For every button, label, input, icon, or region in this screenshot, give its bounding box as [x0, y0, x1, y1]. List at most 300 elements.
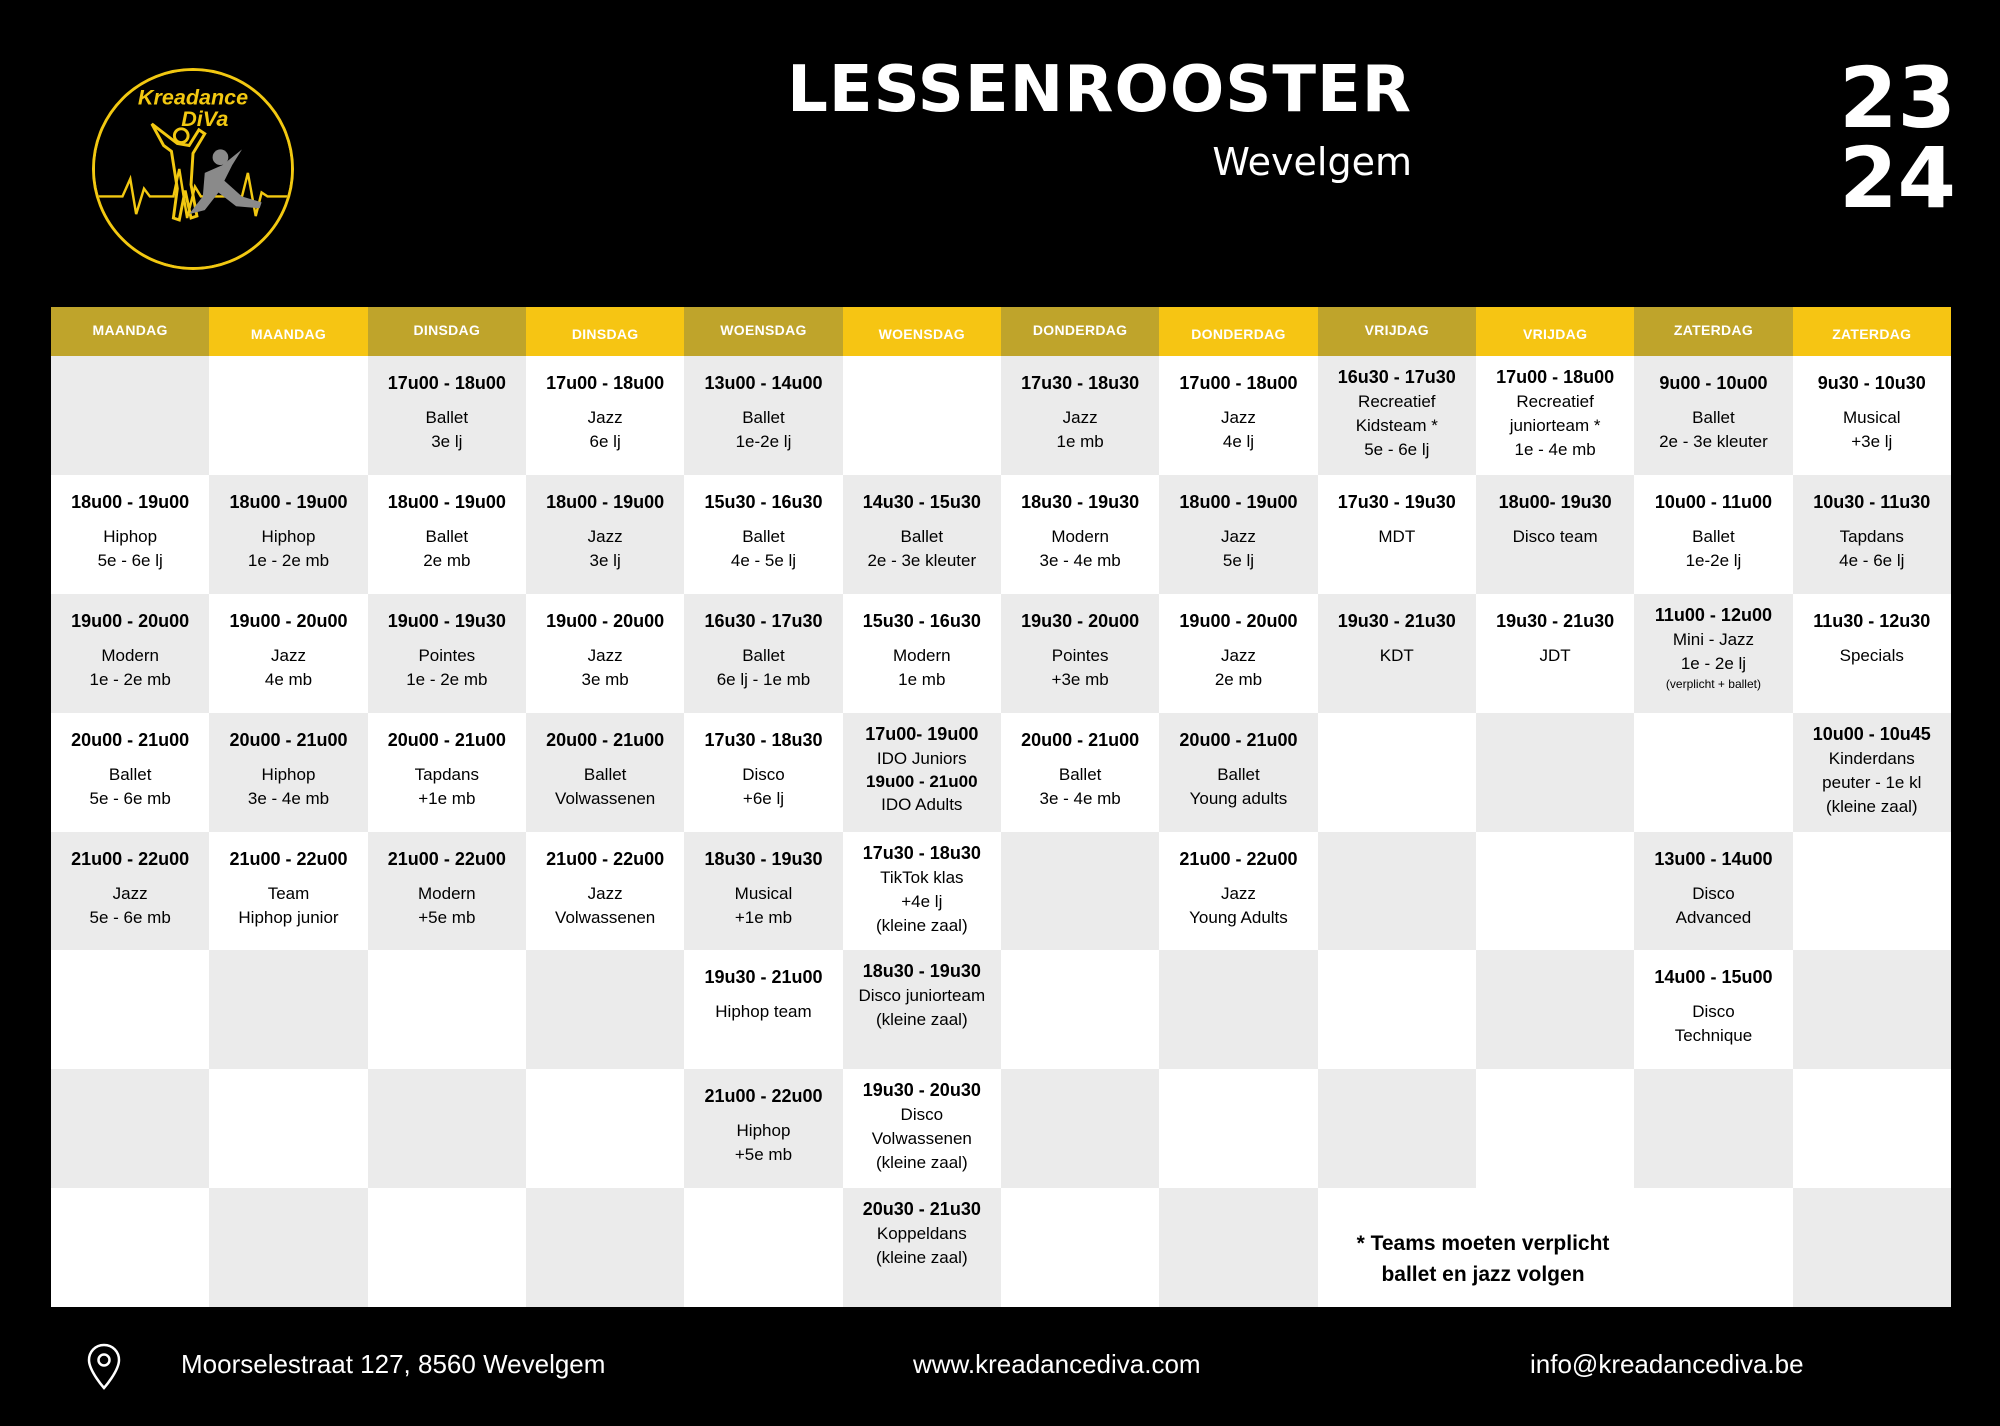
teams-note-line2: ballet en jazz volgen — [1381, 1263, 1585, 1286]
lesson-time: 14u00 - 15u00 — [1654, 967, 1773, 988]
lesson-cell — [209, 832, 367, 951]
lesson-detail: Kidsteam * — [1355, 416, 1438, 435]
lesson-cell — [1001, 594, 1159, 713]
email-link[interactable]: info@kreadancediva.be — [1530, 1349, 1804, 1379]
page-title: LESSENROOSTER — [787, 53, 1412, 127]
lesson-detail: 4e lj — [1222, 432, 1255, 451]
day-column — [1001, 356, 1159, 1327]
lesson-cell — [526, 594, 684, 713]
lesson-detail: Ballet — [1692, 408, 1735, 427]
lesson-cell — [51, 713, 209, 832]
lesson-detail: Advanced — [1675, 907, 1752, 927]
lesson-time: 17u30 - 19u30 — [1337, 491, 1456, 512]
lesson-cell — [1634, 356, 1792, 475]
lesson-detail: 4e mb — [264, 669, 313, 689]
day-column — [843, 356, 1001, 1327]
empty-cell — [1793, 1188, 1951, 1307]
day-column — [51, 356, 209, 1327]
website-link[interactable]: www.kreadancediva.com — [913, 1349, 1201, 1379]
lesson-detail: 1e - 2e mb — [406, 669, 488, 689]
lesson-cell — [1159, 475, 1317, 594]
empty-cell — [1634, 1069, 1792, 1188]
lesson-cell — [51, 832, 209, 951]
lesson-detail: Pointes — [1051, 645, 1109, 665]
lesson-time: 13u00 - 14u00 — [704, 373, 823, 393]
lesson-time: 20u30 - 21u30 — [862, 1199, 981, 1220]
lesson-cell — [1793, 356, 1951, 475]
lesson-detail: Koppeldans — [876, 1224, 967, 1244]
day-header: WOENSDAG — [843, 307, 1001, 356]
lesson-time: 19u30 - 21u00 — [704, 967, 823, 988]
empty-cell — [526, 1188, 684, 1307]
lesson-detail: 1e-2e lj — [735, 432, 792, 451]
lesson-detail: 3e lj — [431, 432, 463, 451]
lesson-detail: Jazz — [1220, 408, 1256, 427]
location-pin-icon — [86, 1342, 122, 1392]
lesson-detail: Modern — [101, 645, 159, 665]
lesson-cell — [684, 950, 842, 1069]
lesson-cell — [843, 950, 1001, 1069]
lesson-time: 14u30 - 15u30 — [862, 491, 981, 512]
lesson-time: 17u30 - 18u30 — [704, 729, 823, 750]
empty-cell — [1793, 950, 1951, 1069]
lesson-note: (verplicht + ballet) — [1665, 676, 1761, 691]
lesson-cell — [1476, 475, 1634, 594]
empty-cell — [209, 950, 367, 1069]
lesson-detail: Tapdans — [1839, 526, 1904, 546]
day-column — [526, 356, 684, 1327]
empty-cell — [1318, 950, 1476, 1069]
lesson-time: 17u00 - 18u00 — [546, 373, 665, 393]
empty-cell — [1793, 1069, 1951, 1188]
day-header: DINSDAG — [526, 307, 684, 356]
teams-note — [1318, 1228, 1648, 1290]
lesson-cell — [1318, 356, 1476, 475]
lesson-time: 21u00 - 22u00 — [229, 848, 348, 869]
empty-cell — [1476, 950, 1634, 1069]
lesson-detail: 1e mb — [1056, 432, 1104, 451]
logo-text-line2: DiVa — [181, 105, 229, 131]
lesson-detail: Hiphop junior — [238, 907, 339, 927]
lesson-time: 18u30 - 19u30 — [1021, 491, 1140, 512]
lesson-detail: Ballet — [742, 645, 785, 665]
lesson-detail: Hiphop team — [715, 1002, 812, 1022]
lesson-time: 15u30 - 16u30 — [704, 491, 823, 512]
day-column — [1793, 356, 1951, 1327]
lesson-detail: (kleine zaal) — [1825, 796, 1918, 816]
lesson-cell — [1159, 832, 1317, 951]
lesson-detail: Specials — [1839, 645, 1904, 665]
lesson-detail: 2e mb — [423, 550, 471, 570]
day-column — [1634, 356, 1792, 1327]
lesson-cell — [1001, 356, 1159, 475]
lesson-detail: Mini - Jazz — [1672, 629, 1755, 649]
empty-cell — [843, 356, 1001, 475]
lesson-cell — [1159, 713, 1317, 832]
lesson-time: 17u00- 19u00 — [865, 723, 979, 744]
lesson-time: 18u30 - 19u30 — [862, 961, 981, 982]
lesson-time: 20u00 - 21u00 — [229, 729, 348, 750]
lesson-time: 9u30 - 10u30 — [1817, 373, 1926, 393]
lesson-time: 20u00 - 21u00 — [1179, 729, 1298, 750]
lesson-detail: 3e mb — [581, 669, 629, 689]
year-top: 23 — [1839, 49, 1956, 147]
lesson-detail: juniorteam * — [1509, 416, 1601, 435]
lesson-time: 19u30 - 20u00 — [1021, 610, 1140, 631]
lesson-detail: 5e - 6e lj — [1364, 440, 1430, 459]
lesson-detail: Disco — [900, 1105, 944, 1125]
lesson-detail: 1e - 2e mb — [89, 669, 171, 689]
lesson-detail: Jazz — [1220, 645, 1256, 665]
empty-cell — [51, 1069, 209, 1188]
logo-text-line1: Kreadance — [137, 84, 249, 110]
lesson-detail: Jazz — [587, 526, 623, 546]
empty-cell — [526, 1069, 684, 1188]
empty-cell — [1318, 713, 1476, 832]
lesson-cell — [368, 475, 526, 594]
lesson-detail: 3e - 4e mb — [1039, 550, 1121, 570]
lesson-detail: Technique — [1674, 1026, 1753, 1046]
lesson-detail: 1e mb — [898, 669, 946, 689]
empty-cell — [1159, 950, 1317, 1069]
lesson-time: 19u30 - 20u30 — [862, 1080, 981, 1101]
lesson-detail: 1e - 2e mb — [247, 550, 330, 570]
day-column — [209, 356, 367, 1327]
empty-cell — [1318, 1069, 1476, 1188]
day-header: WOENSDAG — [684, 307, 842, 356]
empty-cell — [1476, 713, 1634, 832]
lesson-detail: Jazz — [1220, 526, 1256, 546]
lesson-detail: Modern — [418, 883, 476, 903]
lesson-time: 20u00 - 21u00 — [71, 729, 190, 750]
day-column — [368, 356, 526, 1327]
lesson-detail: (kleine zaal) — [875, 1153, 968, 1173]
lesson-detail: Ballet — [742, 408, 785, 427]
lesson-time: 19u30 - 21u30 — [1337, 610, 1456, 631]
lesson-cell — [684, 1069, 842, 1188]
lesson-detail: Hiphop — [261, 764, 316, 784]
empty-cell — [684, 1188, 842, 1307]
lesson-cell — [1001, 475, 1159, 594]
lesson-time: 11u00 - 12u00 — [1654, 604, 1772, 625]
lesson-cell — [1318, 475, 1476, 594]
lesson-detail: 3e - 4e mb — [1039, 788, 1121, 808]
lesson-detail: 5e - 6e mb — [89, 907, 171, 927]
lesson-detail: IDO Adults — [881, 794, 963, 814]
lesson-time: 10u00 - 11u00 — [1654, 491, 1772, 512]
empty-cell — [1634, 713, 1792, 832]
lesson-cell — [526, 356, 684, 475]
lesson-detail: Tapdans — [414, 764, 479, 784]
lesson-detail: Jazz — [271, 645, 306, 665]
lesson-detail: MDT — [1378, 526, 1416, 546]
lesson-detail: +5e mb — [734, 1145, 793, 1165]
lesson-detail: +4e lj — [901, 891, 943, 911]
lesson-detail: Hiphop — [261, 526, 316, 546]
lesson-cell — [684, 832, 842, 951]
lesson-time: 18u00 - 19u00 — [387, 491, 506, 512]
lesson-cell — [1476, 594, 1634, 713]
lesson-detail: Disco juniorteam — [858, 986, 986, 1006]
lesson-detail: 2e - 3e kleuter — [867, 550, 977, 570]
lesson-detail: +1e mb — [418, 788, 476, 808]
lesson-time: 10u30 - 11u30 — [1813, 491, 1931, 512]
lesson-detail: Modern — [892, 645, 951, 665]
lesson-cell — [843, 713, 1001, 832]
lesson-detail: +1e mb — [734, 907, 793, 927]
empty-cell — [368, 1188, 526, 1307]
lesson-cell — [368, 832, 526, 951]
empty-cell — [1001, 1188, 1159, 1307]
lesson-detail: (kleine zaal) — [875, 915, 968, 935]
lesson-cell — [368, 356, 526, 475]
day-header: DINSDAG — [368, 307, 526, 356]
lesson-cell — [368, 594, 526, 713]
empty-cell — [1159, 1188, 1317, 1307]
day-header: ZATERDAG — [1634, 307, 1792, 356]
lesson-detail: Disco — [1692, 883, 1735, 903]
lesson-cell — [1476, 356, 1634, 475]
lesson-detail: Team — [267, 883, 310, 903]
lesson-detail: JDT — [1539, 645, 1571, 665]
day-header: DONDERDAG — [1159, 307, 1317, 356]
lesson-cell — [1793, 475, 1951, 594]
lesson-time: 19u00 - 20u00 — [1179, 610, 1298, 631]
lesson-cell — [843, 1069, 1001, 1188]
lesson-time: 18u00 - 19u00 — [229, 491, 348, 512]
lesson-time: 9u00 - 10u00 — [1659, 373, 1768, 393]
lesson-cell — [1793, 594, 1951, 713]
lesson-time: 17u30 - 18u30 — [862, 842, 981, 863]
lesson-cell — [843, 475, 1001, 594]
lesson-detail: Musical — [1842, 408, 1901, 427]
empty-cell — [368, 950, 526, 1069]
lesson-time: 20u00 - 21u00 — [546, 729, 665, 750]
lesson-time: 17u30 - 18u30 — [1021, 373, 1140, 393]
lesson-cell — [1634, 832, 1792, 951]
lesson-detail: 4e - 6e lj — [1839, 550, 1905, 570]
lesson-detail: 2e mb — [1214, 669, 1263, 689]
lesson-detail: Hiphop — [103, 526, 158, 546]
lesson-detail: Hiphop — [736, 1121, 791, 1141]
day-column — [1318, 356, 1476, 1327]
lesson-time: 17u00 - 18u00 — [1179, 373, 1298, 393]
lesson-cell — [209, 475, 367, 594]
lesson-cell — [684, 713, 842, 832]
lesson-time: 17u00 - 18u00 — [387, 373, 506, 393]
lesson-cell — [843, 594, 1001, 713]
lesson-detail: Ballet — [1217, 764, 1260, 784]
empty-cell — [1318, 832, 1476, 951]
day-header: MAANDAG — [209, 307, 367, 356]
lesson-detail: Disco — [742, 764, 785, 784]
lesson-time: 21u00 - 22u00 — [1179, 848, 1298, 869]
kreadance-diva-logo — [92, 68, 294, 270]
empty-cell — [1001, 1069, 1159, 1188]
lesson-detail: Jazz — [1220, 883, 1256, 903]
lesson-detail: Musical — [734, 883, 793, 903]
day-header: DONDERDAG — [1001, 307, 1159, 356]
lesson-cell — [526, 832, 684, 951]
lesson-detail: 1e - 2e lj — [1680, 653, 1747, 673]
lesson-time: 21u00 - 22u00 — [546, 848, 665, 869]
day-column — [684, 356, 842, 1327]
lesson-detail: Kinderdans — [1828, 748, 1915, 768]
lesson-detail: peuter - 1e kl — [1822, 772, 1922, 792]
lesson-cell — [684, 356, 842, 475]
lesson-detail: Ballet — [1058, 764, 1102, 784]
lesson-detail: +3e lj — [1851, 432, 1893, 451]
lesson-time: 17u00 - 18u00 — [1496, 367, 1615, 387]
day-column — [1159, 356, 1317, 1327]
lesson-detail: Volwassenen — [871, 1129, 972, 1149]
schedule-table — [51, 307, 1951, 1327]
empty-cell — [51, 950, 209, 1069]
lesson-cell — [1318, 594, 1476, 713]
lesson-cell — [1634, 594, 1792, 713]
dancer-logo-icon — [95, 71, 291, 267]
day-header: VRIJDAG — [1318, 307, 1476, 356]
lesson-detail: 2e - 3e kleuter — [1659, 432, 1768, 451]
day-column — [1476, 356, 1634, 1327]
lesson-detail: Jazz — [587, 645, 623, 665]
lesson-detail: IDO Juniors — [876, 748, 967, 768]
lesson-time: 20u00 - 21u00 — [1021, 729, 1140, 750]
lesson-time: 19u30 - 21u30 — [1496, 610, 1615, 631]
lesson-time: 13u00 - 14u00 — [1654, 848, 1773, 869]
empty-cell — [1159, 1069, 1317, 1188]
empty-cell — [368, 1069, 526, 1188]
lesson-cell — [209, 594, 367, 713]
lesson-time: 11u30 - 12u30 — [1813, 610, 1931, 631]
lesson-time: 15u30 - 16u30 — [862, 610, 981, 631]
lesson-time: 10u00 - 10u45 — [1812, 723, 1931, 744]
lesson-detail: Ballet — [742, 526, 785, 546]
lesson-detail: 5e - 6e lj — [97, 550, 163, 570]
lesson-detail: Volwassenen — [555, 907, 656, 927]
empty-cell — [51, 356, 209, 475]
lesson-detail: Ballet — [425, 526, 469, 546]
lesson-detail: 3e lj — [589, 550, 621, 570]
lesson-detail: 1e - 4e mb — [1514, 440, 1596, 459]
lesson-detail: 4e - 5e lj — [730, 550, 797, 570]
lesson-cell — [1634, 950, 1792, 1069]
lesson-cell — [209, 713, 367, 832]
lesson-time: 21u00 - 22u00 — [704, 1086, 823, 1107]
day-header: VRIJDAG — [1476, 307, 1634, 356]
lesson-detail: Modern — [1051, 526, 1109, 546]
lesson-time: 21u00 - 22u00 — [71, 848, 190, 869]
lesson-cell — [51, 594, 209, 713]
lesson-detail: 6e lj — [589, 432, 621, 451]
lesson-detail: 5e lj — [1222, 550, 1255, 570]
lesson-cell — [526, 475, 684, 594]
lesson-cell — [368, 713, 526, 832]
empty-cell — [1793, 832, 1951, 951]
lesson-time: 18u30 - 19u30 — [704, 848, 823, 869]
address-text: Moorselestraat 127, 8560 Wevelgem — [181, 1349, 606, 1379]
empty-cell — [1476, 832, 1634, 951]
lesson-cell — [526, 713, 684, 832]
lesson-time: 19u00 - 19u30 — [387, 610, 506, 631]
lesson-detail: Young adults — [1189, 788, 1288, 808]
lesson-time: 19u00 - 20u00 — [71, 610, 190, 631]
lesson-detail: Ballet — [1692, 526, 1735, 546]
lesson-detail: KDT — [1379, 645, 1414, 665]
lesson-detail: +3e mb — [1051, 669, 1109, 689]
lesson-time: 18u00 - 19u00 — [546, 491, 665, 512]
lesson-cell — [1159, 594, 1317, 713]
lesson-time: 21u00 - 22u00 — [387, 848, 506, 869]
lesson-detail: 5e - 6e mb — [89, 788, 171, 808]
teams-note-line1: * Teams moeten verplicht — [1356, 1232, 1610, 1255]
lesson-time: 18u00 - 19u00 — [1179, 491, 1298, 512]
lesson-detail: Ballet — [108, 764, 152, 784]
lesson-detail: Recreatief — [1516, 392, 1594, 411]
lesson-detail: +6e lj — [742, 788, 785, 808]
lesson-time: 19u00 - 21u00 — [866, 771, 978, 791]
schedule-header-row — [51, 307, 1951, 356]
day-header: MAANDAG — [51, 307, 209, 356]
lesson-cell — [843, 832, 1001, 951]
lesson-cell — [1001, 713, 1159, 832]
empty-cell — [209, 1069, 367, 1188]
lesson-detail: Disco team — [1512, 526, 1598, 546]
day-header: ZATERDAG — [1793, 307, 1951, 356]
empty-cell — [1001, 950, 1159, 1069]
empty-cell — [1001, 832, 1159, 951]
lesson-cell — [51, 475, 209, 594]
lesson-time: 18u00 - 19u00 — [71, 491, 190, 512]
year-bottom: 24 — [1839, 129, 1956, 227]
lesson-time: 16u30 - 17u30 — [704, 610, 823, 631]
lesson-cell — [1634, 475, 1792, 594]
lesson-cell — [1793, 713, 1951, 832]
lesson-detail: (kleine zaal) — [875, 1010, 968, 1030]
lesson-cell — [1159, 356, 1317, 475]
lesson-detail: Jazz — [587, 883, 623, 903]
lesson-time: 19u00 - 20u00 — [546, 610, 665, 631]
lesson-detail: Volwassenen — [555, 788, 656, 808]
lesson-detail: Jazz — [112, 883, 148, 903]
empty-cell — [209, 1188, 367, 1307]
lesson-detail: Ballet — [900, 526, 944, 546]
lesson-detail: Pointes — [418, 645, 476, 665]
lesson-time: 18u00- 19u30 — [1498, 491, 1612, 512]
lesson-time: 19u00 - 20u00 — [229, 610, 348, 631]
schedule-grid — [51, 356, 1951, 1327]
lesson-detail: (kleine zaal) — [875, 1248, 968, 1268]
lesson-time: 20u00 - 21u00 — [387, 729, 506, 750]
lesson-cell — [843, 1188, 1001, 1307]
empty-cell — [1634, 1188, 1792, 1307]
lesson-detail: 1e-2e lj — [1685, 550, 1742, 570]
empty-cell — [51, 1188, 209, 1307]
empty-cell — [1476, 1069, 1634, 1188]
lesson-detail: +5e mb — [418, 907, 476, 927]
lesson-detail: 3e - 4e mb — [247, 788, 330, 808]
empty-cell — [209, 356, 367, 475]
lesson-detail: Jazz — [587, 408, 623, 427]
lesson-detail: Ballet — [583, 764, 627, 784]
lesson-detail: Ballet — [425, 408, 469, 427]
lesson-detail: Young Adults — [1189, 907, 1288, 927]
empty-cell — [526, 950, 684, 1069]
lesson-detail: Jazz — [1062, 408, 1098, 427]
location-subtitle: Wevelgem — [1212, 140, 1412, 184]
lesson-time: 16u30 - 17u30 — [1337, 367, 1456, 387]
lesson-cell — [684, 594, 842, 713]
